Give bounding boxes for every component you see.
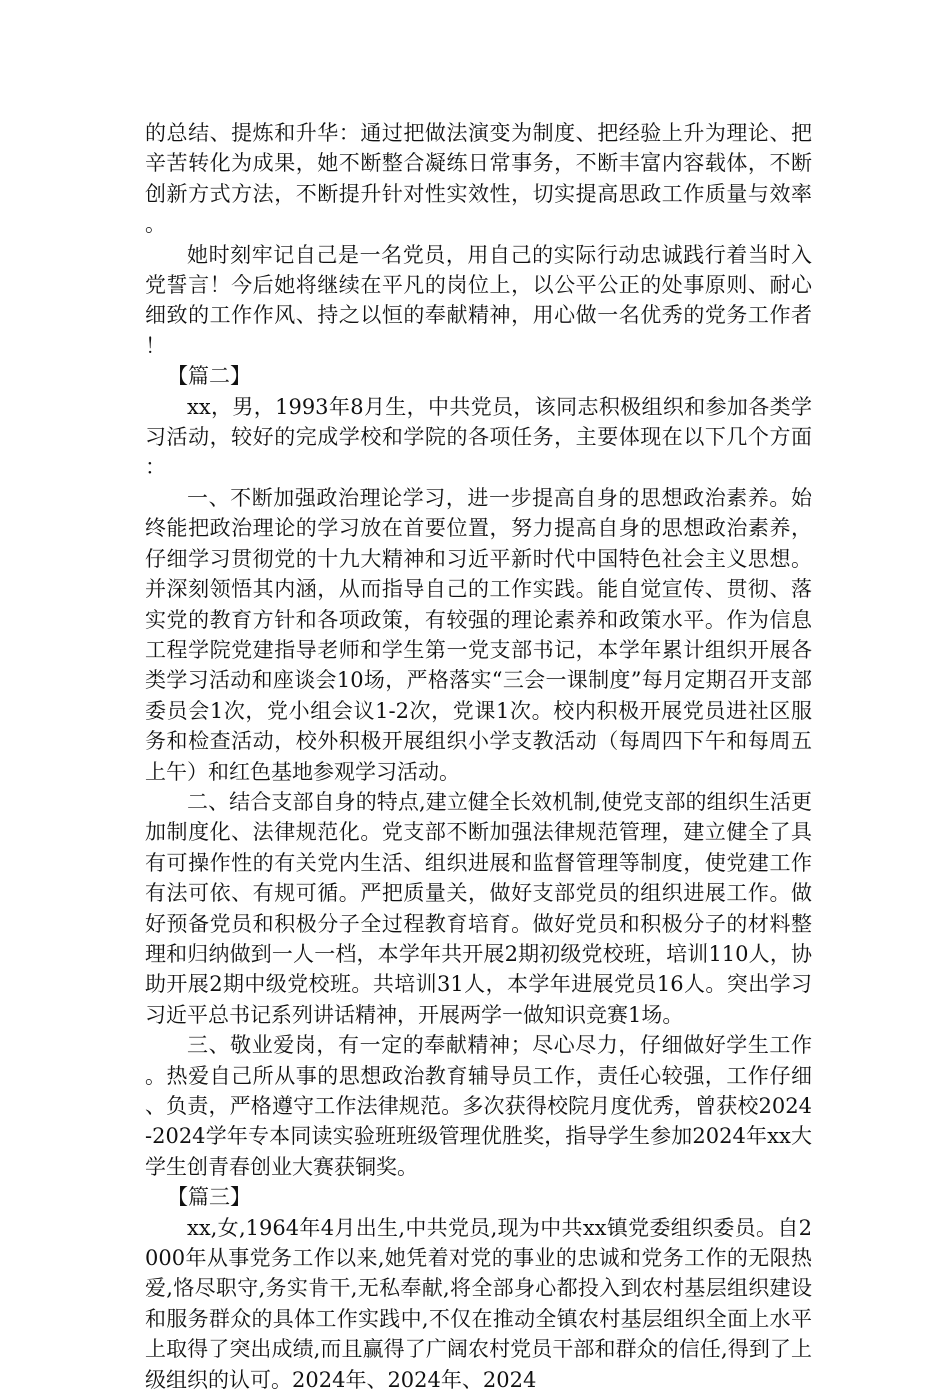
paragraph-point-1: 一、不断加强政治理论学习，进一步提高自身的思想政治素养。始终能把政治理论的学习放在首要位置，努力提高自身的思想政治素养，仔细学习贯彻党的十九大精神和习近平新时代中国特色社会主义思想。并深刻领悟其内涵，从而指导自己的工作实践。能自觉宣传、贯彻、落实党的教育方针和各项政策，有较强的理论素养和政策水平。作为信息工程学院党建指导老师和学生第一党支部书记，本学年累计组织开展各类学习活动和座谈会10场，严格落实“三会一课制度”每月定期召开支部委员会1次，党小组会议1-2次，党课1次。校内积极开展党员进社区服务和检查活动，校外积极开展组织小学支教活动（每周四下午和每周五上午）和红色基地参观学习活动。 (145, 485, 812, 784)
paragraph-point-3: 三、敬业爱岗，有一定的奉献精神；尽心尽力，仔细做好学生工作。热爱自己所从事的思想政治教育辅导员工作，责任心较强，工作仔细、负责，严格遵守工作法律规范。多次获得校院月度优秀，曾获校2024-2024学年专本同读实验班班级管理优胜奖，指导学生参加2024年xx大学生创青春创业大赛获铜奖。 (145, 1033, 812, 1179)
paragraph-continuation: 的总结、提炼和升华：通过把做法演变为制度、把经验上升为理论、把辛苦转化为成果，她不断整合凝练日常事务，不断丰富内容载体，不断创新方式方法，不断提升针对性实效性，切实提高思政工作质量与效率。 (145, 121, 812, 237)
paragraph-intro-2: xx，男，1993年8月生，中共党员，该同志积极组织和参加各类学习活动，较好的完成学校和学院的各项任务，主要体现在以下几个方面： (145, 394, 812, 480)
section-heading-2: 【篇二】 (167, 364, 252, 389)
document-page (145, 118, 812, 1395)
paragraph-intro-3: xx,女,1964年4月出生,中共党员,现为中共xx镇党委组织委员。自2000年从事党务工作以来,她凭着对党的事业的忠诚和党务工作的无限热爱,恪尽职守,务实肯干,无私奉献,将全部身心都投入到农村基层组织建设和服务群众的具体工作实践中,不仅在推动全镇农村基层组织全面上水平上取得了突出成绩,而且赢得了广阔农村党员干部和群众的信任,得到了上级组织的认可。2024年、2024年、2024 (145, 1215, 812, 1392)
paragraph-point-2: 二、结合支部自身的特点,建立健全长效机制,使党支部的组织生活更加制度化、法律规范化。党支部不断加强法律规范管理，建立健全了具有可操作性的有关党内生活、组织进展和监督管理等制度，使党建工作有法可依、有规可循。严把质量关，做好支部党员的组织进展工作。做好预备党员和积极分子全过程教育培育。做好党员和积极分子的材料整理和归纳做到一人一档，本学年共开展2期初级党校班，培训110人，协助开展2期中级党校班。共培训31人，本学年进展党员16人。突出学习习近平总书记系列讲话精神，开展两学一做知识竞赛1场。 (145, 789, 812, 1027)
section-heading-3: 【篇三】 (167, 1185, 252, 1210)
paragraph-oath: 她时刻牢记自己是一名党员，用自己的实际行动忠诚践行着当时入党誓言！今后她将继续在平凡的岗位上，以公平公正的处事原则、耐心细致的工作作风、持之以恒的奉献精神，用心做一名优秀的党务工作者！ (145, 242, 812, 358)
